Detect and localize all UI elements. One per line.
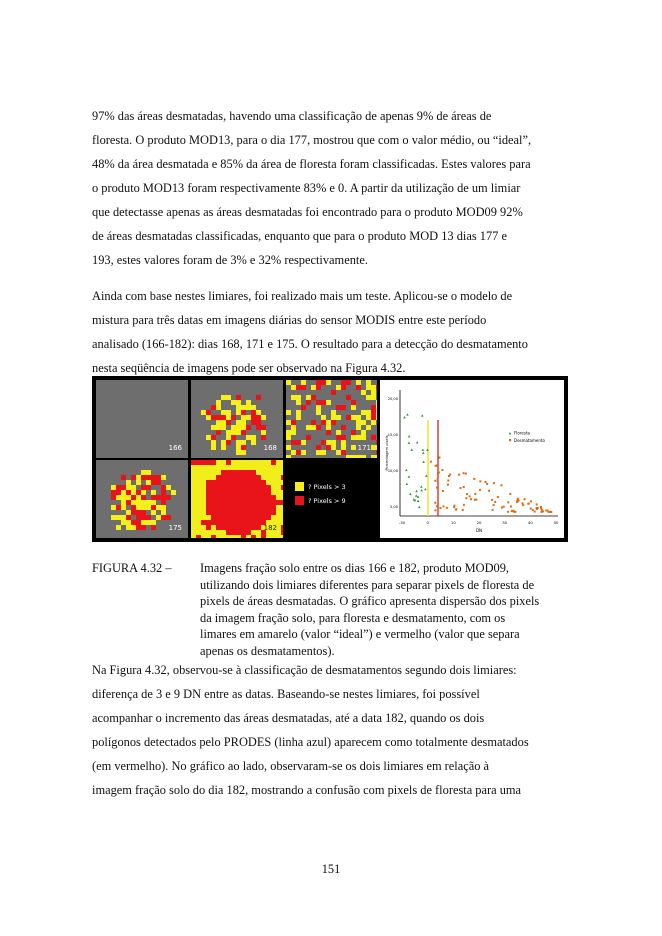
desmatamento-point: [511, 510, 513, 512]
desmatamento-point: [434, 502, 436, 504]
desmatamento-point: [474, 499, 476, 501]
classified-pixel: [221, 445, 226, 450]
classified-pixel: [291, 430, 296, 435]
desmatamento-point: [500, 484, 502, 486]
classified-pixel: [321, 450, 326, 455]
classified-pixel: [376, 415, 377, 420]
classified-pixel: [281, 475, 283, 480]
desmatamento-point: [436, 487, 438, 489]
text-line: 48% da área desmatada e 85% da área de floresta foram classificadas. Estes valores para: [92, 157, 531, 171]
text-line: floresta. O produto MOD13, para o dia 177, mostrou que com o valor médio, ou “ideal”,: [92, 133, 532, 147]
classified-pixel: [211, 460, 216, 465]
classified-pixel: [341, 385, 346, 390]
desmatamento-point: [446, 507, 448, 509]
caption-line: Imagens fração solo entre os dias 166 e 182, produto MOD09,: [200, 561, 510, 575]
classified-pixel: [361, 435, 366, 440]
classified-pixel: [341, 425, 346, 430]
desmatamento-point: [463, 472, 465, 474]
fraction-image-day-182: [191, 460, 283, 538]
desmatamento-point: [435, 465, 437, 467]
desmatamento-point: [436, 505, 438, 507]
classified-pixel: [281, 485, 283, 490]
desmatamento-point: [536, 503, 538, 505]
desmatamento-point: [540, 508, 542, 510]
yellow-swatch: [295, 482, 304, 491]
floresta-point: [406, 483, 409, 485]
classified-pixel: [316, 385, 321, 390]
y-axis-label: Porcentagem pixels: [385, 435, 389, 471]
desmatamento-point: [463, 486, 465, 488]
classified-pixel: [241, 450, 246, 455]
classified-pixel: [251, 535, 256, 538]
text-line: nesta seqüência de imagens pode ser observado na Figura 4.32.: [92, 361, 406, 375]
y-tick-label: 15,00: [387, 433, 398, 437]
desmatamento-point: [462, 509, 464, 511]
classified-pixel: [226, 460, 231, 465]
desmatamento-point: [530, 500, 532, 502]
classified-pixel: [271, 510, 276, 515]
classified-pixel: [266, 515, 271, 520]
classified-pixel: [241, 535, 246, 538]
desmatamento-point: [507, 501, 509, 503]
floresta-point: [422, 452, 425, 454]
y-tick-label: 20,00: [387, 397, 398, 401]
day-label: 168: [263, 444, 277, 452]
classified-pixel: [336, 415, 341, 420]
desmatamento-point: [501, 507, 503, 509]
classified-pixel: [281, 500, 283, 505]
classified-pixel: [281, 530, 283, 535]
x-axis-label: DN: [475, 528, 483, 533]
legend-label-desmatamento: Desmatamento: [514, 438, 545, 443]
desmatamento-point: [493, 482, 495, 484]
desmatamento-point: [439, 507, 441, 509]
desmatamento-point: [466, 493, 468, 495]
classified-pixel: [371, 420, 376, 425]
desmatamento-point: [465, 473, 467, 475]
fraction-image-day-168: [191, 380, 283, 458]
desmatamento-point: [522, 504, 524, 506]
text-line: analisado (166-182): dias 168, 171 e 175. O resultado para a detecção do desmatamento: [92, 337, 528, 351]
floresta-point: [424, 488, 427, 490]
classified-pixel: [196, 535, 201, 538]
classified-pixel: [211, 535, 216, 538]
classified-pixel: [151, 525, 156, 530]
classified-pixel: [246, 425, 251, 430]
legend-marker-desmatamento: [509, 439, 511, 441]
classified-pixel: [376, 455, 377, 458]
day-label: 171: [357, 444, 371, 452]
floresta-point: [422, 448, 425, 450]
text-line: que detectasse apenas as áreas desmatadas foi encontrado para o produto MOD09 92%: [92, 205, 523, 219]
desmatamento-point: [442, 490, 444, 492]
text-line: imagem fração solo do dia 182, mostrando a confusão com pixels de floresta para uma: [92, 783, 522, 797]
desmatamento-point: [434, 480, 436, 482]
text-line: polígonos detectados pelo PRODES (linha azul) aparecem como totalmente desmatados: [92, 735, 529, 749]
legend-item-threshold-9: [295, 496, 346, 505]
desmatamento-point: [509, 493, 511, 495]
desmatamento-point: [458, 474, 460, 476]
classified-pixel: [256, 395, 261, 400]
floresta-point: [406, 413, 409, 415]
classified-pixel: [116, 525, 121, 530]
desmatamento-point: [527, 503, 529, 505]
figure-4-32: [92, 376, 568, 542]
text-line: Na Figura 4.32, observou-se à classificação de desmatamentos segundo dois limiares:: [92, 663, 517, 677]
fraction-image-day-171: [286, 380, 377, 458]
text-line: (em vermelho). No gráfico ao lado, observaram-se os dois limiares em relação à: [92, 759, 490, 773]
classified-pixel: [306, 435, 311, 440]
floresta-point: [422, 461, 425, 463]
floresta-point: [410, 449, 413, 451]
paragraph-2: [92, 284, 568, 380]
desmatamento-point: [465, 497, 467, 499]
classified-pixel: [351, 405, 356, 410]
legend-label-floresta: Floresta: [514, 430, 530, 436]
desmatamento-point: [488, 490, 490, 492]
desmatamento-point: [441, 469, 443, 471]
caption-label: FIGURA 4.32 –: [92, 561, 172, 575]
classified-pixel: [271, 460, 276, 465]
day-label: 182: [263, 524, 277, 532]
classified-pixel: [326, 400, 331, 405]
legend-item-threshold-3: [295, 482, 346, 491]
floresta-point: [418, 506, 421, 508]
desmatamento-point: [513, 511, 515, 513]
threshold-legend: [287, 460, 375, 538]
desmatamento-point: [545, 509, 547, 511]
classified-pixel: [171, 490, 176, 495]
desmatamento-point: [534, 511, 536, 513]
classified-pixel: [316, 425, 321, 430]
scatter-plot: [380, 380, 564, 538]
floresta-point: [408, 475, 411, 477]
floresta-point: [417, 500, 420, 502]
x-tick-label: 20: [476, 520, 482, 525]
desmatamento-point: [438, 457, 440, 459]
fraction-image-day-166: [96, 380, 188, 458]
x-tick-label: 40: [527, 520, 533, 525]
desmatamento-point: [469, 495, 471, 497]
classified-pixel: [301, 450, 306, 455]
classified-pixel: [211, 445, 216, 450]
desmatamento-point: [479, 480, 481, 482]
y-tick-label: 10,00: [387, 469, 398, 473]
desmatamento-point: [448, 475, 450, 477]
desmatamento-point: [438, 471, 440, 473]
floresta-point: [420, 489, 423, 491]
legend-marker-floresta: [509, 432, 512, 434]
desmatamento-point: [484, 481, 486, 483]
desmatamento-point: [530, 508, 532, 510]
desmatamento-point: [460, 487, 462, 489]
classified-pixel: [261, 415, 266, 420]
legend-label: ? Pixels > 9: [308, 496, 346, 505]
desmatamento-point: [470, 498, 472, 500]
desmatamento-point: [463, 504, 465, 506]
desmatamento-point: [516, 501, 518, 503]
desmatamento-point: [474, 493, 476, 495]
caption-line: utilizando dois limiares diferentes para separar pixels de floresta de: [200, 577, 535, 592]
page-number: 151: [321, 862, 341, 876]
text-line: de áreas desmatadas classificadas, enquanto que para o produto MOD 13 dias 177 e: [92, 229, 507, 243]
classified-pixel: [141, 525, 146, 530]
paragraph-3: [92, 658, 568, 802]
desmatamento-point: [536, 508, 538, 510]
classified-pixel: [296, 415, 301, 420]
floresta-point: [420, 485, 423, 487]
classified-pixel: [326, 380, 331, 385]
desmatamento-point: [522, 502, 524, 504]
classified-pixel: [376, 385, 377, 390]
desmatamento-point: [453, 505, 455, 507]
scatter-svg: [380, 380, 564, 538]
desmatamento-point: [486, 483, 488, 485]
desmatamento-point: [437, 478, 439, 480]
desmatamento-point: [434, 509, 436, 511]
x-tick-label: 0: [426, 520, 429, 525]
classified-pixel: [301, 385, 306, 390]
floresta-point: [415, 494, 418, 496]
y-tick-label: 5,00: [389, 505, 398, 509]
classified-pixel: [326, 430, 331, 435]
classified-pixel: [286, 455, 291, 458]
x-tick-label: -30: [398, 520, 406, 525]
classified-pixel: [351, 445, 356, 450]
floresta-point: [408, 435, 411, 437]
classified-pixel: [261, 435, 266, 440]
desmatamento-point: [447, 480, 449, 482]
classified-pixel: [251, 440, 256, 445]
classified-pixel: [361, 455, 366, 458]
desmatamento-point: [455, 509, 457, 511]
classified-pixel: [226, 440, 231, 445]
classified-pixel: [206, 525, 211, 530]
caption-line: da imagem fração solo, para floresta e desmatamento, com os: [200, 610, 506, 625]
text-line: 193, estes valores foram de 3% e 32% respectivamente.: [92, 253, 368, 267]
legend-label: ? Pixels > 3: [308, 482, 346, 491]
paragraph-1: [92, 104, 568, 272]
caption-text: [200, 560, 570, 659]
desmatamento-point: [540, 511, 542, 513]
classified-pixel: [331, 420, 336, 425]
text-line: 97% das áreas desmatadas, havendo uma classificação de apenas 9% de áreas de: [92, 109, 492, 123]
text-line: o produto MOD13 foram respectivamente 83% e 0. A partir da utilização de um limiar: [92, 181, 521, 195]
classified-pixel: [166, 515, 171, 520]
classified-pixel: [301, 405, 306, 410]
text-line: mistura para três datas em imagens diárias do sensor MODIS entre este período: [92, 313, 487, 327]
floresta-point: [425, 474, 428, 476]
desmatamento-point: [442, 505, 444, 507]
classified-pixel: [161, 475, 166, 480]
floresta-point: [409, 493, 412, 495]
floresta-point: [403, 416, 406, 418]
desmatamento-point: [493, 504, 495, 506]
desmatamento-point: [510, 505, 512, 507]
desmatamento-point: [492, 509, 494, 511]
desmatamento-point: [497, 496, 499, 498]
x-tick-label: 30: [502, 520, 508, 525]
caption-line: apenas os desmatamentos).: [200, 643, 335, 658]
floresta-point: [415, 490, 418, 492]
desmatamento-point: [507, 511, 509, 513]
x-tick-label: 50: [553, 520, 559, 525]
x-tick-label: 10: [450, 520, 456, 525]
fraction-image-day-175: [96, 460, 188, 538]
day-label: 175: [168, 524, 182, 532]
desmatamento-point: [532, 509, 534, 511]
red-swatch: [295, 496, 304, 505]
classified-pixel: [216, 430, 221, 435]
desmatamento-point: [517, 498, 519, 500]
floresta-point: [408, 442, 411, 444]
desmatamento-point: [494, 501, 496, 503]
desmatamento-point: [473, 478, 475, 480]
desmatamento-point: [430, 461, 432, 463]
floresta-point: [416, 441, 419, 443]
classified-pixel: [166, 495, 171, 500]
desmatamento-point: [479, 489, 481, 491]
classified-pixel: [286, 410, 291, 415]
text-line: acompanhar o incremento das áreas desmatadas, até a data 182, quando os dois: [92, 711, 485, 725]
classified-pixel: [306, 400, 311, 405]
caption-line: limares em amarelo (valor “ideal”) e vermelho (valor que separa: [200, 627, 520, 641]
classified-pixel: [341, 405, 346, 410]
classified-pixel: [366, 425, 371, 430]
classified-pixel: [301, 440, 306, 445]
classified-pixel: [346, 380, 351, 385]
caption-line: pixels de áreas desmatadas. O gráfico apresenta dispersão dos pixels: [200, 594, 540, 608]
classified-pixel: [261, 535, 266, 538]
floresta-point: [405, 469, 408, 471]
floresta-point: [421, 414, 424, 416]
desmatamento-point: [550, 511, 552, 513]
desmatamento-point: [524, 498, 526, 500]
desmatamento-point: [491, 499, 493, 501]
text-line: diferença de 3 e 9 DN entre as datas. Baseando-se nestes limiares, foi possível: [92, 687, 480, 701]
classified-pixel: [331, 390, 336, 395]
text-line: Ainda com base nestes limiares, foi realizado mais um teste. Aplicou-se o modelo de: [92, 289, 513, 303]
desmatamento-point: [447, 484, 449, 486]
day-label: 166: [168, 444, 182, 452]
